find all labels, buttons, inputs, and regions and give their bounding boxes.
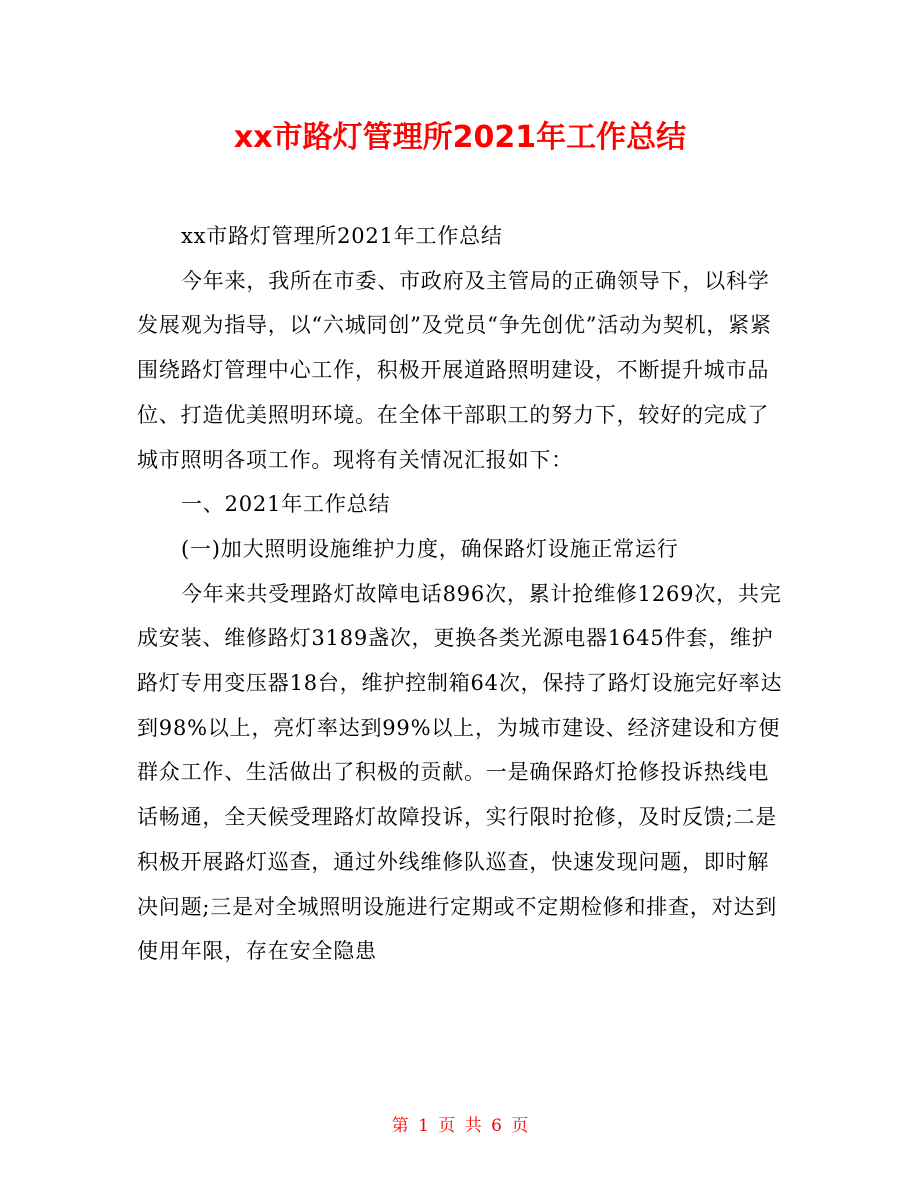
- page-footer: 第 1 页 共 6 页: [391, 1116, 529, 1136]
- body-paragraph-maintenance: 今年来共受理路灯故障电话896次，累计抢维修1269次，共完成安装、维修路灯3189盏次，更换各类光源电器1645件套，维护路灯专用变压器18台，维护控制箱64次，保持了路灯设施完好率达到98%以上，亮灯率达到99%以上，为城市建设、经济建设和方便群众工作、生活做出了积极的贡献。一是确保路灯抢修投诉热线电话畅通，全天候受理路灯故障投诉，实行限时抢修，及时反馈;二是积极开展路灯巡查，通过外线维修队巡查，快速发现问题，即时解决问题;三是对全城照明设施进行定期或不定期检修和排查，对达到使用年限，存在安全隐患: [137, 581, 783, 964]
- subsection-heading: (一)加大照明设施维护力度，确保路灯设施正常运行: [181, 536, 679, 561]
- document-title: xx市路灯管理所2021年工作总结: [233, 120, 687, 155]
- body-paragraph-intro: 今年来，我所在市委、市政府及主管局的正确领导下，以科学发展观为指导，以“六城同创”及党员“争先创优”活动为契机，紧紧围绕路灯管理中心工作，积极开展道路照明建设，不断提升城市品位、打造优美照明环境。在全体干部职工的努力下，较好的完成了城市照明各项工作。现将有关情况汇报如下：: [137, 268, 772, 472]
- document-body: [137, 214, 787, 974]
- body-paragraph-subtitle: xx市路灯管理所2021年工作总结: [181, 224, 503, 248]
- section-heading: 一、2021年工作总结: [181, 492, 391, 517]
